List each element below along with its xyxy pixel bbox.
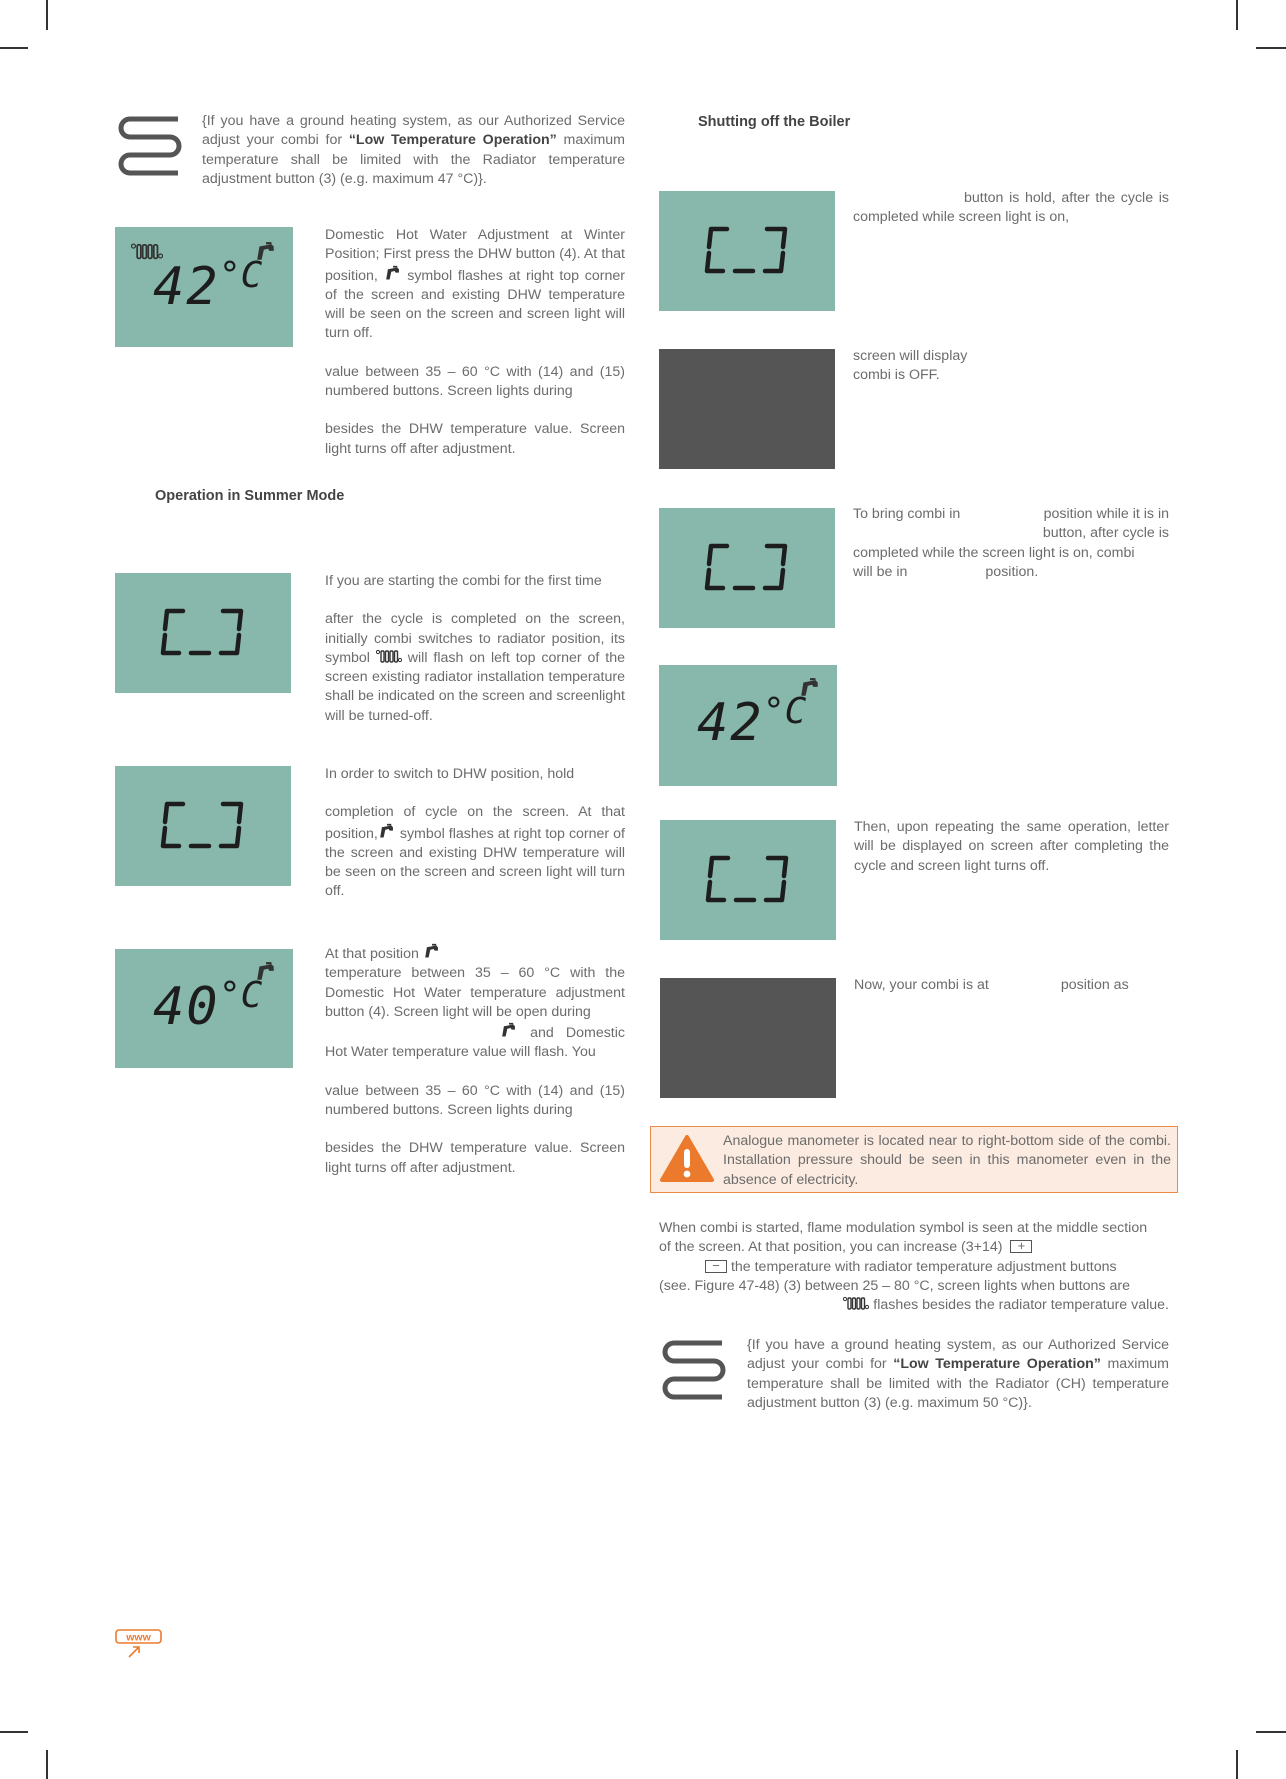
shut-off-step-2: screen will display combi is OFF.: [853, 348, 968, 384]
shut-off-step-5: Then, upon repeating the same operation, letter will be displayed on screen after completing the cycle and screen light turns off.: [854, 819, 1169, 874]
tap-icon: [378, 823, 396, 840]
lcd-temperature-unit: °C: [763, 691, 807, 732]
cycle-dash-icon: [698, 850, 798, 910]
crop-mark: [1256, 1731, 1286, 1733]
floor-heating-icon: [658, 1337, 730, 1401]
crop-mark: [46, 0, 48, 30]
lcd-display-cycle: [660, 820, 836, 940]
crop-mark: [0, 47, 28, 49]
cycle-dash-icon: [153, 603, 253, 663]
crop-mark: [0, 1731, 28, 1733]
summer-dhw-text: In order to switch to DHW position, hold completion of cycle on the screen. At that position, symbol flashes at right top corner of the screen and existing DHW temperature will be seen on the screen and screen light will turn off.: [325, 766, 625, 900]
tap-icon: [384, 265, 402, 282]
shut-off-step-6: Now, your combi is at position as: [854, 977, 1129, 993]
svg-text:www: www: [126, 1631, 151, 1644]
crop-mark: [1256, 47, 1286, 49]
floor-heating-note: {If you have a ground heating system, as our Authorized Service adjust your combi for “Low Temperature Operation” maximum temperature shall be limited with the Radiator temperature adjustment button (3) (e.g. maximum 47 °C)}.: [202, 113, 625, 187]
summer-mode-heading: Operation in Summer Mode: [155, 488, 345, 504]
cycle-dash-icon: [697, 221, 797, 281]
tap-icon: [423, 943, 441, 960]
summer-start-text: If you are starting the combi for the first time after the cycle is completed on the screen, initially combi switches to radiator position, its symbol will flash on left top corner of the screen existing radiator installation temperature shall be indicated on the screen and screenlight will be turned-off.: [325, 573, 625, 724]
lcd-display-dhw-summer: [115, 949, 293, 1068]
crop-mark: [1236, 1750, 1238, 1779]
lcd-temperature-value: 42: [153, 257, 220, 317]
lcd-display-dhw-winter: [115, 227, 293, 347]
lcd-display-off: [659, 349, 835, 469]
lcd-display-off: [660, 978, 836, 1098]
lcd-temperature-unit: °C: [219, 975, 263, 1016]
lcd-temperature-value: 40: [153, 977, 220, 1037]
crop-mark: [46, 1750, 48, 1779]
manometer-warning: Analogue manometer is located near to right-bottom side of the combi. Installation pressure should be seen in this manometer even in the absence of electricity.: [650, 1126, 1178, 1193]
lcd-display-dhw: [659, 665, 837, 786]
shut-off-step-1: button is hold, after the cycle is completed while screen light is on,: [853, 190, 1169, 226]
www-link-icon: [115, 1629, 163, 1659]
cycle-dash-icon: [697, 538, 797, 598]
lcd-temperature-unit: °C: [219, 255, 263, 296]
lcd-display-cycle: [115, 766, 291, 886]
tap-icon: [500, 1022, 518, 1039]
shut-off-heading: Shutting off the Boiler: [698, 114, 851, 130]
radiator-icon: [376, 649, 402, 663]
summer-adjust-text: At that position temperature between 35 – 60 °C with the Domestic Hot Water temperature adjustment button (4). Screen light will be open during and Domestic Hot Water temperature value will flash. You value between 35 – 60 °C with (14) and (15) numbered buttons. Screen lights during besides the DHW temperature value. Screen light turns off after adjustment.: [325, 943, 625, 1197]
floor-heating-note-2: {If you have a ground heating system, as our Authorized Service adjust your combi for “Low Temperature Operation” maximum temperature shall be limited with the Radiator (CH) temperature adjustment button (3) (e.g. maximum 50 °C)}.: [747, 1337, 1169, 1411]
floor-heating-icon: [114, 113, 186, 177]
shut-off-step-3: To bring combi in position while it is in button, after cycle is completed while the screen light is on, combi will be in position.: [853, 506, 1169, 580]
lcd-display-cycle: [659, 508, 835, 628]
cycle-dash-icon: [153, 796, 253, 856]
crop-mark: [1236, 0, 1238, 30]
warning-icon: [659, 1134, 715, 1184]
lcd-temperature-value: 42: [697, 693, 764, 753]
plus-button-icon: +: [1010, 1240, 1032, 1253]
lcd-display-cycle: [659, 191, 835, 311]
lcd-display-cycle: [115, 573, 291, 693]
radiator-adjust-text: When combi is started, flame modulation symbol is seen at the middle section of the screen. At that position, you can increase (3+14) + − the temperature with radiator temperature adjustment buttons (see. Figure 47-48) (3) between 25 – 80 °C, screen lights when buttons are flashes besides the radiator temperature value.: [659, 1220, 1169, 1314]
minus-button-icon: −: [705, 1260, 727, 1273]
radiator-icon: [843, 1296, 869, 1310]
dhw-winter-text: Domestic Hot Water Adjustment at Winter Position; First press the DHW button (4). At that position, symbol flashes at right top corner of the screen and existing DHW temperature will be seen on the screen and screen light will turn off. value between 35 – 60 °C with (14) and (15) numbered buttons. Screen lights during besides the DHW temperature value. Screen light turns off after adjustment.: [325, 227, 625, 457]
